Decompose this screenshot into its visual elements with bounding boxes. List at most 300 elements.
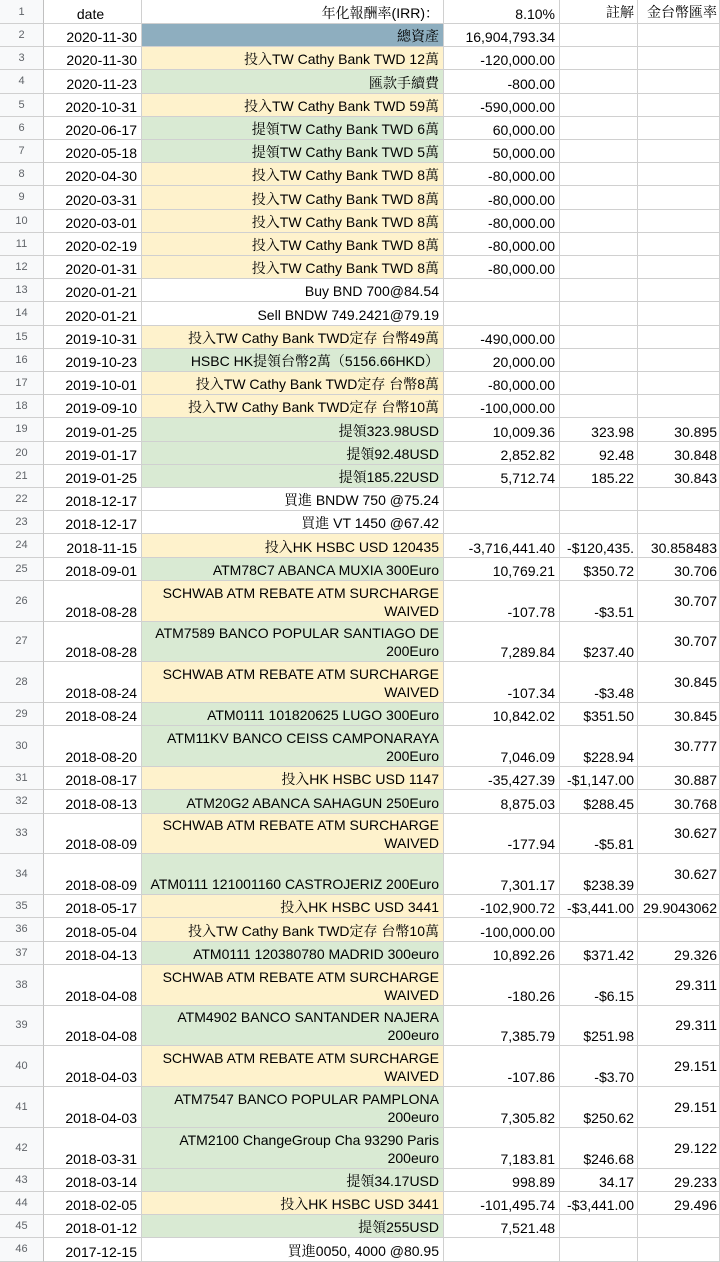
row-number[interactable]: 40 xyxy=(0,1046,44,1087)
row-number[interactable]: 6 xyxy=(0,117,44,140)
description-cell[interactable]: 投入TW Cathy Bank TWD 8萬 xyxy=(142,256,444,279)
row-number[interactable]: 23 xyxy=(0,511,44,534)
row-number[interactable]: 39 xyxy=(0,1006,44,1047)
description-cell[interactable]: ATM0111 120380780 MADRID 300euro xyxy=(142,942,444,965)
rate-cell[interactable] xyxy=(638,47,720,70)
table-row xyxy=(0,70,720,93)
date-cell[interactable]: 2019-01-17 xyxy=(44,442,142,465)
rate-cell[interactable]: 30.707 xyxy=(638,581,720,622)
rate-cell[interactable]: 30.768 xyxy=(638,790,720,813)
rate-cell[interactable] xyxy=(638,918,720,941)
note-cell[interactable] xyxy=(560,94,638,117)
date-cell[interactable]: 2018-03-14 xyxy=(44,1169,142,1192)
date-cell[interactable]: 2018-04-03 xyxy=(44,1087,142,1128)
amount-cell[interactable]: -35,427.39 xyxy=(444,767,560,790)
rate-cell[interactable] xyxy=(638,24,720,47)
amount-cell[interactable]: 7,289.84 xyxy=(444,622,560,663)
rate-cell[interactable] xyxy=(638,1215,720,1238)
description-cell[interactable]: 投入HK HSBC USD 3441 xyxy=(142,895,444,918)
description-cell[interactable]: 投入TW Cathy Bank TWD定存 台幣49萬 xyxy=(142,326,444,349)
description-cell[interactable]: 提領185.22USD xyxy=(142,465,444,488)
rate-cell[interactable]: 30.845 xyxy=(638,662,720,703)
rate-cell[interactable] xyxy=(638,372,720,395)
description-cell[interactable]: SCHWAB ATM REBATE ATM SURCHARGE WAIVED xyxy=(142,1046,444,1087)
description-cell[interactable]: 提領323.98USD xyxy=(142,418,444,441)
note-cell[interactable]: $251.98 xyxy=(560,1006,638,1047)
description-cell[interactable]: 買進 BNDW 750 @75.24 xyxy=(142,488,444,511)
amount-cell[interactable]: -80,000.00 xyxy=(444,210,560,233)
date-cell[interactable]: 2020-05-18 xyxy=(44,140,142,163)
row-number[interactable]: 26 xyxy=(0,581,44,622)
amount-cell[interactable]: -100,000.00 xyxy=(444,395,560,418)
note-cell[interactable]: -$3,441.00 xyxy=(560,1192,638,1215)
date-cell[interactable]: 2018-04-13 xyxy=(44,942,142,965)
note-cell[interactable]: $250.62 xyxy=(560,1087,638,1128)
description-cell[interactable]: 匯款手續費 xyxy=(142,70,444,93)
description-cell[interactable]: ATM7589 BANCO POPULAR SANTIAGO DE 200Euro xyxy=(142,622,444,663)
date-cell[interactable]: 2019-10-01 xyxy=(44,372,142,395)
date-cell[interactable]: 2018-11-15 xyxy=(44,534,142,557)
note-cell[interactable] xyxy=(560,163,638,186)
rate-cell[interactable]: 29.311 xyxy=(638,1006,720,1047)
amount-cell[interactable]: -80,000.00 xyxy=(444,163,560,186)
rate-cell[interactable] xyxy=(638,163,720,186)
rate-cell[interactable] xyxy=(638,511,720,534)
table-row xyxy=(0,558,720,581)
note-cell[interactable] xyxy=(560,395,638,418)
note-cell[interactable]: $351.50 xyxy=(560,703,638,726)
rate-cell[interactable] xyxy=(638,233,720,256)
row-number[interactable]: 5 xyxy=(0,94,44,117)
row-number[interactable]: 38 xyxy=(0,965,44,1006)
description-cell[interactable]: SCHWAB ATM REBATE ATM SURCHARGE WAIVED xyxy=(142,965,444,1006)
description-cell[interactable]: ATM0111 121001160 CASTROJERIZ 200Euro xyxy=(142,854,444,895)
date-cell[interactable]: 2018-08-13 xyxy=(44,790,142,813)
amount-cell[interactable] xyxy=(444,511,560,534)
row-number[interactable]: 27 xyxy=(0,622,44,663)
row-number[interactable]: 36 xyxy=(0,918,44,941)
description-cell[interactable]: 提領TW Cathy Bank TWD 5萬 xyxy=(142,140,444,163)
description-cell[interactable]: ATM0111 101820625 LUGO 300Euro xyxy=(142,703,444,726)
amount-cell[interactable]: -180.26 xyxy=(444,965,560,1006)
date-cell[interactable]: 2020-06-17 xyxy=(44,117,142,140)
date-cell[interactable]: 2020-04-30 xyxy=(44,163,142,186)
description-cell[interactable]: 提領34.17USD xyxy=(142,1169,444,1192)
rate-cell[interactable]: 30.627 xyxy=(638,814,720,855)
note-cell[interactable] xyxy=(560,279,638,302)
description-cell[interactable]: HSBC HK提領台幣2萬（5156.66HKD） xyxy=(142,349,444,372)
amount-cell[interactable]: -80,000.00 xyxy=(444,186,560,209)
description-cell[interactable]: 投入TW Cathy Bank TWD 12萬 xyxy=(142,47,444,70)
amount-cell[interactable]: -107.86 xyxy=(444,1046,560,1087)
description-cell[interactable]: 買進0050, 4000 @80.95 xyxy=(142,1238,444,1261)
table-row xyxy=(0,1006,720,1047)
description-cell[interactable]: 投入TW Cathy Bank TWD定存 台幣10萬 xyxy=(142,918,444,941)
amount-cell[interactable]: -102,900.72 xyxy=(444,895,560,918)
row-number[interactable]: 9 xyxy=(0,186,44,209)
date-cell[interactable]: 2018-05-17 xyxy=(44,895,142,918)
note-cell[interactable]: 92.48 xyxy=(560,442,638,465)
row-number[interactable]: 8 xyxy=(0,163,44,186)
table-row xyxy=(0,767,720,790)
rate-cell[interactable] xyxy=(638,488,720,511)
amount-cell[interactable]: -107.78 xyxy=(444,581,560,622)
rate-cell[interactable] xyxy=(638,256,720,279)
date-cell[interactable]: 2018-09-01 xyxy=(44,558,142,581)
date-header[interactable]: date xyxy=(44,0,142,24)
amount-cell[interactable]: 20,000.00 xyxy=(444,349,560,372)
table-row xyxy=(0,210,720,233)
row-number[interactable]: 11 xyxy=(0,233,44,256)
description-cell[interactable]: SCHWAB ATM REBATE ATM SURCHARGE WAIVED xyxy=(142,581,444,622)
note-cell[interactable]: -$5.81 xyxy=(560,814,638,855)
row-number[interactable]: 12 xyxy=(0,256,44,279)
amount-cell[interactable]: 10,892.26 xyxy=(444,942,560,965)
table-row xyxy=(0,349,720,372)
rate-cell[interactable] xyxy=(638,279,720,302)
date-cell[interactable]: 2018-01-12 xyxy=(44,1215,142,1238)
irr-value[interactable]: 8.10% xyxy=(444,0,560,24)
description-cell[interactable]: 總資產 xyxy=(142,24,444,47)
row-number[interactable]: 18 xyxy=(0,395,44,418)
amount-cell[interactable] xyxy=(444,302,560,325)
note-cell[interactable] xyxy=(560,326,638,349)
date-cell[interactable]: 2018-04-08 xyxy=(44,1006,142,1047)
rate-cell[interactable] xyxy=(638,186,720,209)
rate-cell[interactable]: 30.858483 xyxy=(638,534,720,557)
note-cell[interactable] xyxy=(560,349,638,372)
description-cell[interactable]: 投入TW Cathy Bank TWD 8萬 xyxy=(142,186,444,209)
description-cell[interactable]: 投入TW Cathy Bank TWD定存 台幣8萬 xyxy=(142,372,444,395)
note-cell[interactable] xyxy=(560,70,638,93)
row-number[interactable]: 42 xyxy=(0,1128,44,1169)
row-number[interactable]: 25 xyxy=(0,558,44,581)
note-cell[interactable]: -$120,435. xyxy=(560,534,638,557)
row-number[interactable]: 1 xyxy=(0,0,44,24)
description-cell[interactable]: ATM4902 BANCO SANTANDER NAJERA 200euro xyxy=(142,1006,444,1047)
description-cell[interactable]: ATM7547 BANCO POPULAR PAMPLONA 200euro xyxy=(142,1087,444,1128)
table-row xyxy=(0,233,720,256)
note-cell[interactable]: -$3,441.00 xyxy=(560,895,638,918)
row-number[interactable]: 34 xyxy=(0,854,44,895)
row-number[interactable]: 2 xyxy=(0,24,44,47)
note-cell[interactable] xyxy=(560,511,638,534)
rate-cell[interactable] xyxy=(638,70,720,93)
table-row xyxy=(0,326,720,349)
date-cell[interactable]: 2018-12-17 xyxy=(44,488,142,511)
date-cell[interactable]: 2018-04-03 xyxy=(44,1046,142,1087)
description-cell[interactable]: 買進 VT 1450 @67.42 xyxy=(142,511,444,534)
description-cell[interactable]: 投入HK HSBC USD 120435 xyxy=(142,534,444,557)
table-row xyxy=(0,581,720,622)
amount-cell[interactable]: 7,305.82 xyxy=(444,1087,560,1128)
note-cell[interactable]: $371.42 xyxy=(560,942,638,965)
rate-cell[interactable]: 29.326 xyxy=(638,942,720,965)
description-cell[interactable]: 投入HK HSBC USD 3441 xyxy=(142,1192,444,1215)
description-cell[interactable]: 投入TW Cathy Bank TWD 8萬 xyxy=(142,233,444,256)
note-cell[interactable] xyxy=(560,24,638,47)
note-cell[interactable]: -$3.51 xyxy=(560,581,638,622)
note-cell[interactable] xyxy=(560,117,638,140)
rate-cell[interactable] xyxy=(638,326,720,349)
table-row xyxy=(0,488,720,511)
amount-cell[interactable]: 7,183.81 xyxy=(444,1128,560,1169)
date-cell[interactable]: 2017-12-15 xyxy=(44,1238,142,1261)
amount-cell[interactable]: 7,046.09 xyxy=(444,726,560,767)
rate-cell[interactable]: 29.233 xyxy=(638,1169,720,1192)
amount-cell[interactable]: 16,904,793.34 xyxy=(444,24,560,47)
amount-cell[interactable]: -100,000.00 xyxy=(444,918,560,941)
amount-cell[interactable]: 5,712.74 xyxy=(444,465,560,488)
table-row xyxy=(0,511,720,534)
rate-cell[interactable] xyxy=(638,117,720,140)
note-cell[interactable] xyxy=(560,488,638,511)
table-row xyxy=(0,854,720,895)
amount-cell[interactable]: -800.00 xyxy=(444,70,560,93)
row-number[interactable]: 14 xyxy=(0,302,44,325)
row-number[interactable]: 45 xyxy=(0,1215,44,1238)
note-cell[interactable] xyxy=(560,1238,638,1261)
description-cell[interactable]: ATM11KV BANCO CEISS CAMPONARAYA 200Euro xyxy=(142,726,444,767)
row-number[interactable]: 15 xyxy=(0,326,44,349)
amount-cell[interactable]: -80,000.00 xyxy=(444,233,560,256)
date-cell[interactable]: 2020-02-19 xyxy=(44,233,142,256)
row-number[interactable]: 22 xyxy=(0,488,44,511)
date-cell[interactable]: 2019-10-31 xyxy=(44,326,142,349)
row-number[interactable]: 10 xyxy=(0,210,44,233)
date-cell[interactable]: 2018-04-08 xyxy=(44,965,142,1006)
rate-header[interactable]: 金台幣匯率 xyxy=(638,0,720,24)
row-number[interactable]: 37 xyxy=(0,942,44,965)
row-number[interactable]: 32 xyxy=(0,790,44,813)
note-cell[interactable]: $350.72 xyxy=(560,558,638,581)
amount-cell[interactable]: -3,716,441.40 xyxy=(444,534,560,557)
row-number[interactable]: 13 xyxy=(0,279,44,302)
rate-cell[interactable] xyxy=(638,140,720,163)
note-cell[interactable] xyxy=(560,140,638,163)
amount-cell[interactable]: 10,842.02 xyxy=(444,703,560,726)
description-cell[interactable]: 投入TW Cathy Bank TWD定存 台幣10萬 xyxy=(142,395,444,418)
rate-cell[interactable]: 30.895 xyxy=(638,418,720,441)
note-cell[interactable]: 34.17 xyxy=(560,1169,638,1192)
amount-cell[interactable] xyxy=(444,1238,560,1261)
table-row xyxy=(0,1192,720,1215)
description-cell[interactable]: ATM78C7 ABANCA MUXIA 300Euro xyxy=(142,558,444,581)
row-number[interactable]: 19 xyxy=(0,418,44,441)
date-cell[interactable]: 2020-03-31 xyxy=(44,186,142,209)
row-number[interactable]: 29 xyxy=(0,703,44,726)
note-cell[interactable] xyxy=(560,918,638,941)
description-cell[interactable]: 提領255USD xyxy=(142,1215,444,1238)
date-cell[interactable]: 2018-08-09 xyxy=(44,814,142,855)
row-number[interactable]: 21 xyxy=(0,465,44,488)
date-cell[interactable]: 2020-03-01 xyxy=(44,210,142,233)
rate-cell[interactable] xyxy=(638,1238,720,1261)
amount-cell[interactable]: 7,301.17 xyxy=(444,854,560,895)
row-number[interactable]: 28 xyxy=(0,662,44,703)
table-row xyxy=(0,965,720,1006)
amount-cell[interactable]: 998.89 xyxy=(444,1169,560,1192)
amount-cell[interactable]: 2,852.82 xyxy=(444,442,560,465)
rate-cell[interactable] xyxy=(638,349,720,372)
note-cell[interactable] xyxy=(560,256,638,279)
amount-cell[interactable]: 10,769.21 xyxy=(444,558,560,581)
date-cell[interactable]: 2019-10-23 xyxy=(44,349,142,372)
note-cell[interactable]: -$3.48 xyxy=(560,662,638,703)
table-row xyxy=(0,140,720,163)
date-cell[interactable]: 2019-01-25 xyxy=(44,465,142,488)
row-number[interactable]: 16 xyxy=(0,349,44,372)
date-cell[interactable]: 2018-08-28 xyxy=(44,622,142,663)
note-cell[interactable]: $237.40 xyxy=(560,622,638,663)
note-cell[interactable]: 185.22 xyxy=(560,465,638,488)
date-cell[interactable]: 2018-02-05 xyxy=(44,1192,142,1215)
amount-cell[interactable]: 60,000.00 xyxy=(444,117,560,140)
table-row xyxy=(0,942,720,965)
rate-cell[interactable] xyxy=(638,210,720,233)
note-cell[interactable] xyxy=(560,210,638,233)
amount-cell[interactable]: -80,000.00 xyxy=(444,372,560,395)
row-number[interactable]: 43 xyxy=(0,1169,44,1192)
date-cell[interactable]: 2018-12-17 xyxy=(44,511,142,534)
amount-cell[interactable]: -490,000.00 xyxy=(444,326,560,349)
description-cell[interactable]: 投入TW Cathy Bank TWD 8萬 xyxy=(142,210,444,233)
date-cell[interactable]: 2020-01-21 xyxy=(44,302,142,325)
note-cell[interactable]: $246.68 xyxy=(560,1128,638,1169)
description-cell[interactable]: 投入TW Cathy Bank TWD 8萬 xyxy=(142,163,444,186)
note-cell[interactable]: -$3.70 xyxy=(560,1046,638,1087)
rate-cell[interactable]: 29.9043062 xyxy=(638,895,720,918)
description-cell[interactable]: 投入TW Cathy Bank TWD 59萬 xyxy=(142,94,444,117)
date-cell[interactable]: 2020-01-21 xyxy=(44,279,142,302)
note-cell[interactable]: -$1,147.00 xyxy=(560,767,638,790)
rate-cell[interactable]: 29.151 xyxy=(638,1046,720,1087)
rate-cell[interactable]: 29.151 xyxy=(638,1087,720,1128)
rate-cell[interactable]: 30.706 xyxy=(638,558,720,581)
date-cell[interactable]: 2020-11-23 xyxy=(44,70,142,93)
rate-cell[interactable]: 29.122 xyxy=(638,1128,720,1169)
table-row xyxy=(0,790,720,813)
row-number[interactable]: 30 xyxy=(0,726,44,767)
rate-cell[interactable]: 30.887 xyxy=(638,767,720,790)
description-cell[interactable]: SCHWAB ATM REBATE ATM SURCHARGE WAIVED xyxy=(142,662,444,703)
date-cell[interactable]: 2018-08-17 xyxy=(44,767,142,790)
amount-cell[interactable] xyxy=(444,488,560,511)
rate-cell[interactable]: 30.845 xyxy=(638,703,720,726)
note-cell[interactable] xyxy=(560,302,638,325)
note-cell[interactable]: -$6.15 xyxy=(560,965,638,1006)
date-cell[interactable]: 2019-09-10 xyxy=(44,395,142,418)
amount-cell[interactable]: 8,875.03 xyxy=(444,790,560,813)
amount-cell[interactable]: -101,495.74 xyxy=(444,1192,560,1215)
rate-cell[interactable] xyxy=(638,395,720,418)
irr-label[interactable]: 年化報酬率(IRR)： xyxy=(142,0,444,24)
table-row xyxy=(0,622,720,663)
description-cell[interactable]: 提領TW Cathy Bank TWD 6萬 xyxy=(142,117,444,140)
rate-cell[interactable]: 29.496 xyxy=(638,1192,720,1215)
amount-cell[interactable]: 7,521.48 xyxy=(444,1215,560,1238)
note-cell[interactable] xyxy=(560,186,638,209)
row-number[interactable]: 17 xyxy=(0,372,44,395)
table-row xyxy=(0,163,720,186)
rate-cell[interactable] xyxy=(638,302,720,325)
row-number[interactable]: 4 xyxy=(0,70,44,93)
rate-cell[interactable]: 30.627 xyxy=(638,854,720,895)
amount-cell[interactable] xyxy=(444,279,560,302)
date-cell[interactable]: 2020-01-31 xyxy=(44,256,142,279)
row-number[interactable]: 31 xyxy=(0,767,44,790)
row-number[interactable]: 20 xyxy=(0,442,44,465)
date-cell[interactable]: 2018-08-24 xyxy=(44,662,142,703)
amount-cell[interactable]: -120,000.00 xyxy=(444,47,560,70)
table-row xyxy=(0,1128,720,1169)
amount-cell[interactable]: 50,000.00 xyxy=(444,140,560,163)
table-row xyxy=(0,1238,720,1261)
table-row xyxy=(0,662,720,703)
amount-cell[interactable]: -590,000.00 xyxy=(444,94,560,117)
description-cell[interactable]: ATM2100 ChangeGroup Cha 93290 Paris 200euro xyxy=(142,1128,444,1169)
row-number[interactable]: 7 xyxy=(0,140,44,163)
description-cell[interactable]: ATM20G2 ABANCA SAHAGUN 250Euro xyxy=(142,790,444,813)
amount-cell[interactable]: -177.94 xyxy=(444,814,560,855)
row-number[interactable]: 3 xyxy=(0,47,44,70)
date-cell[interactable]: 2018-08-09 xyxy=(44,854,142,895)
date-cell[interactable]: 2020-11-30 xyxy=(44,24,142,47)
note-cell[interactable] xyxy=(560,372,638,395)
row-number[interactable]: 33 xyxy=(0,814,44,855)
date-cell[interactable]: 2019-01-25 xyxy=(44,418,142,441)
rate-cell[interactable]: 30.777 xyxy=(638,726,720,767)
note-cell[interactable]: 323.98 xyxy=(560,418,638,441)
description-cell[interactable]: 投入HK HSBC USD 1147 xyxy=(142,767,444,790)
date-cell[interactable]: 2018-08-24 xyxy=(44,703,142,726)
amount-cell[interactable]: -80,000.00 xyxy=(444,256,560,279)
row-number[interactable]: 46 xyxy=(0,1238,44,1261)
rate-cell[interactable] xyxy=(638,94,720,117)
rate-cell[interactable]: 30.848 xyxy=(638,442,720,465)
row-number[interactable]: 41 xyxy=(0,1087,44,1128)
note-cell[interactable]: $288.45 xyxy=(560,790,638,813)
description-cell[interactable]: 提領92.48USD xyxy=(142,442,444,465)
date-cell[interactable]: 2020-10-31 xyxy=(44,94,142,117)
amount-cell[interactable]: 10,009.36 xyxy=(444,418,560,441)
date-cell[interactable]: 2018-05-04 xyxy=(44,918,142,941)
note-cell[interactable] xyxy=(560,47,638,70)
description-cell[interactable]: Sell BNDW 749.2421@79.19 xyxy=(142,302,444,325)
amount-cell[interactable]: -107.34 xyxy=(444,662,560,703)
rate-cell[interactable]: 29.311 xyxy=(638,965,720,1006)
table-row xyxy=(0,814,720,855)
rate-cell[interactable]: 30.843 xyxy=(638,465,720,488)
description-cell[interactable]: SCHWAB ATM REBATE ATM SURCHARGE WAIVED xyxy=(142,814,444,855)
amount-cell[interactable]: 7,385.79 xyxy=(444,1006,560,1047)
rate-cell[interactable]: 30.707 xyxy=(638,622,720,663)
date-cell[interactable]: 2018-03-31 xyxy=(44,1128,142,1169)
date-cell[interactable]: 2018-08-28 xyxy=(44,581,142,622)
note-header[interactable]: 註解 xyxy=(560,0,638,24)
description-cell[interactable]: Buy BND 700@84.54 xyxy=(142,279,444,302)
note-cell[interactable]: $228.94 xyxy=(560,726,638,767)
row-number[interactable]: 44 xyxy=(0,1192,44,1215)
note-cell[interactable] xyxy=(560,233,638,256)
date-cell[interactable]: 2020-11-30 xyxy=(44,47,142,70)
date-cell[interactable]: 2018-08-20 xyxy=(44,726,142,767)
row-number[interactable]: 35 xyxy=(0,895,44,918)
note-cell[interactable]: $238.39 xyxy=(560,854,638,895)
note-cell[interactable] xyxy=(560,1215,638,1238)
row-number[interactable]: 24 xyxy=(0,534,44,557)
table-row xyxy=(0,442,720,465)
